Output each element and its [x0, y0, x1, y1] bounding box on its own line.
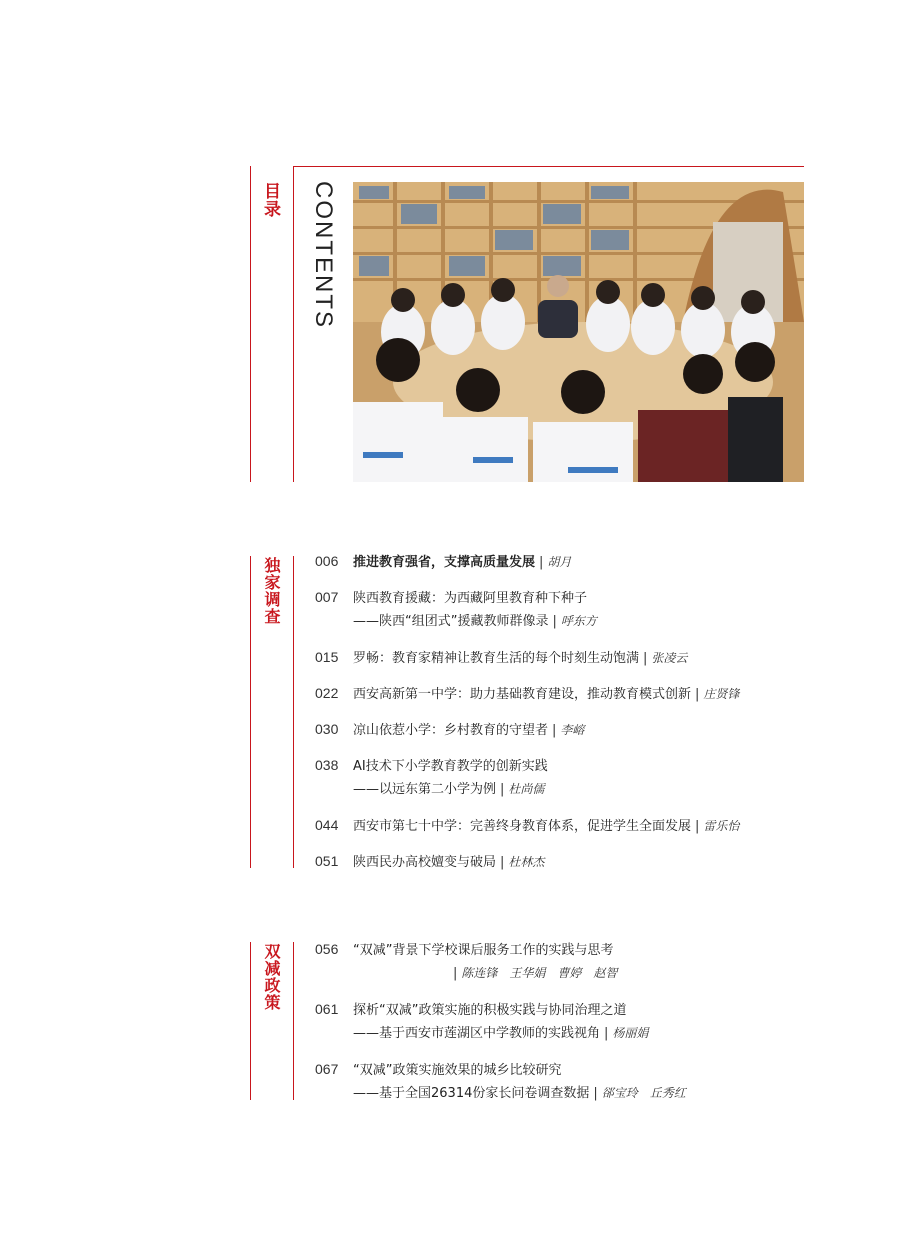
- page-number: 007: [315, 589, 339, 605]
- entry-title: AI技术下小学教育教学的创新实践: [353, 759, 548, 774]
- entry-author: 李嵱: [560, 723, 585, 737]
- entry-subtitle: ——以远东第二小学为例: [353, 782, 497, 797]
- entry-title: 凉山依惹小学：乡村教育的守望者: [353, 723, 549, 738]
- entry-title: 西安市第七十中学：完善终身教育体系，促进学生全面发展: [353, 819, 692, 834]
- toc-entry[interactable]: [315, 587, 587, 609]
- entry-title: 探析“双减”政策实施的积极实践与协同治理之道: [353, 1003, 627, 1018]
- entry-author: 呼东方: [560, 614, 597, 628]
- separator: |: [552, 614, 557, 629]
- toc-entry[interactable]: [315, 851, 544, 873]
- entry-author: 雷乐怡: [703, 819, 740, 833]
- separator: |: [539, 555, 544, 570]
- separator: |: [643, 651, 648, 666]
- separator: |: [453, 966, 458, 981]
- page-number: 030: [315, 721, 339, 737]
- separator: |: [695, 819, 700, 834]
- mulu-title: 目录: [260, 182, 280, 218]
- entry-author: 杜尚儒: [508, 782, 545, 796]
- toc-entry[interactable]: [315, 719, 584, 741]
- section2-rule-left: [250, 942, 251, 1100]
- toc-entry-subtitle: [353, 779, 544, 800]
- separator: |: [552, 723, 557, 738]
- cover-photo: [353, 182, 804, 482]
- separator: |: [593, 1086, 598, 1101]
- entry-subtitle: ——基于西安市莲湖区中学教师的实践视角: [353, 1026, 601, 1041]
- page-number: 056: [315, 941, 339, 957]
- entry-title: “双减”政策实施效果的城乡比较研究: [353, 1063, 562, 1078]
- header-left-rule: [250, 166, 251, 482]
- page-number: 015: [315, 649, 339, 665]
- toc-entry-subtitle: [353, 611, 597, 632]
- contents-word: CONTENTS: [310, 181, 337, 329]
- toc-entry[interactable]: [315, 815, 739, 837]
- toc-entry[interactable]: [315, 939, 613, 961]
- toc-entry-authors: [449, 963, 617, 984]
- toc-entry-subtitle: [353, 1083, 686, 1104]
- section1-rule-left: [250, 556, 251, 868]
- toc-entry[interactable]: [315, 999, 626, 1021]
- separator: |: [604, 1026, 609, 1041]
- page-number: 038: [315, 757, 339, 773]
- section-title-dujia: 独家调查: [262, 557, 281, 625]
- entry-author: 庄贤锋: [703, 687, 740, 701]
- page-number: 022: [315, 685, 339, 701]
- page-number: 044: [315, 817, 339, 833]
- header-right-rule: [293, 166, 294, 482]
- entry-author: 杜林杰: [508, 855, 545, 869]
- section2-rule-right: [293, 942, 294, 1100]
- toc-entry[interactable]: [315, 551, 571, 573]
- entry-title: 西安高新第一中学：助力基础教育建设，推动教育模式创新: [353, 687, 692, 702]
- entry-subtitle: ——陕西“组团式”援藏教师群像录: [353, 614, 549, 629]
- page-number: 006: [315, 553, 339, 569]
- entry-author: 杨丽娟: [612, 1026, 649, 1040]
- entry-author: 胡月: [547, 555, 572, 569]
- entry-title: 陕西民办高校嬗变与破局: [353, 855, 497, 870]
- section1-rule-right: [293, 556, 294, 868]
- entry-author: 陈连锋 王华娟 曹婷 赵智: [461, 966, 618, 980]
- entry-title: 陕西教育援藏：为西藏阿里教育种下种子: [353, 591, 588, 606]
- separator: |: [500, 855, 505, 870]
- entry-subtitle: ——基于全国26314份家长问卷调查数据: [353, 1086, 590, 1101]
- entry-author: 郤宝玲 丘秀红: [601, 1086, 686, 1100]
- toc-entry[interactable]: [315, 1059, 561, 1081]
- page-number: 051: [315, 853, 339, 869]
- separator: |: [500, 782, 505, 797]
- toc-entry[interactable]: [315, 647, 687, 669]
- entry-title: 罗畅：教育家精神让教育生活的每个时刻生动饱满: [353, 651, 640, 666]
- entry-title: “双减”背景下学校课后服务工作的实践与思考: [353, 943, 614, 958]
- header-top-rule: [293, 166, 804, 167]
- entry-title: 推进教育强省，支撑高质量发展: [353, 555, 536, 570]
- section-title-shuangjian: 双减政策: [262, 943, 281, 1011]
- page-number: 061: [315, 1001, 339, 1017]
- separator: |: [695, 687, 700, 702]
- page-number: 067: [315, 1061, 339, 1077]
- toc-entry[interactable]: [315, 755, 548, 777]
- toc-entry[interactable]: [315, 683, 739, 705]
- toc-entry-subtitle: [353, 1023, 648, 1044]
- library-meeting-image: [353, 182, 804, 482]
- entry-author: 张凌云: [651, 651, 688, 665]
